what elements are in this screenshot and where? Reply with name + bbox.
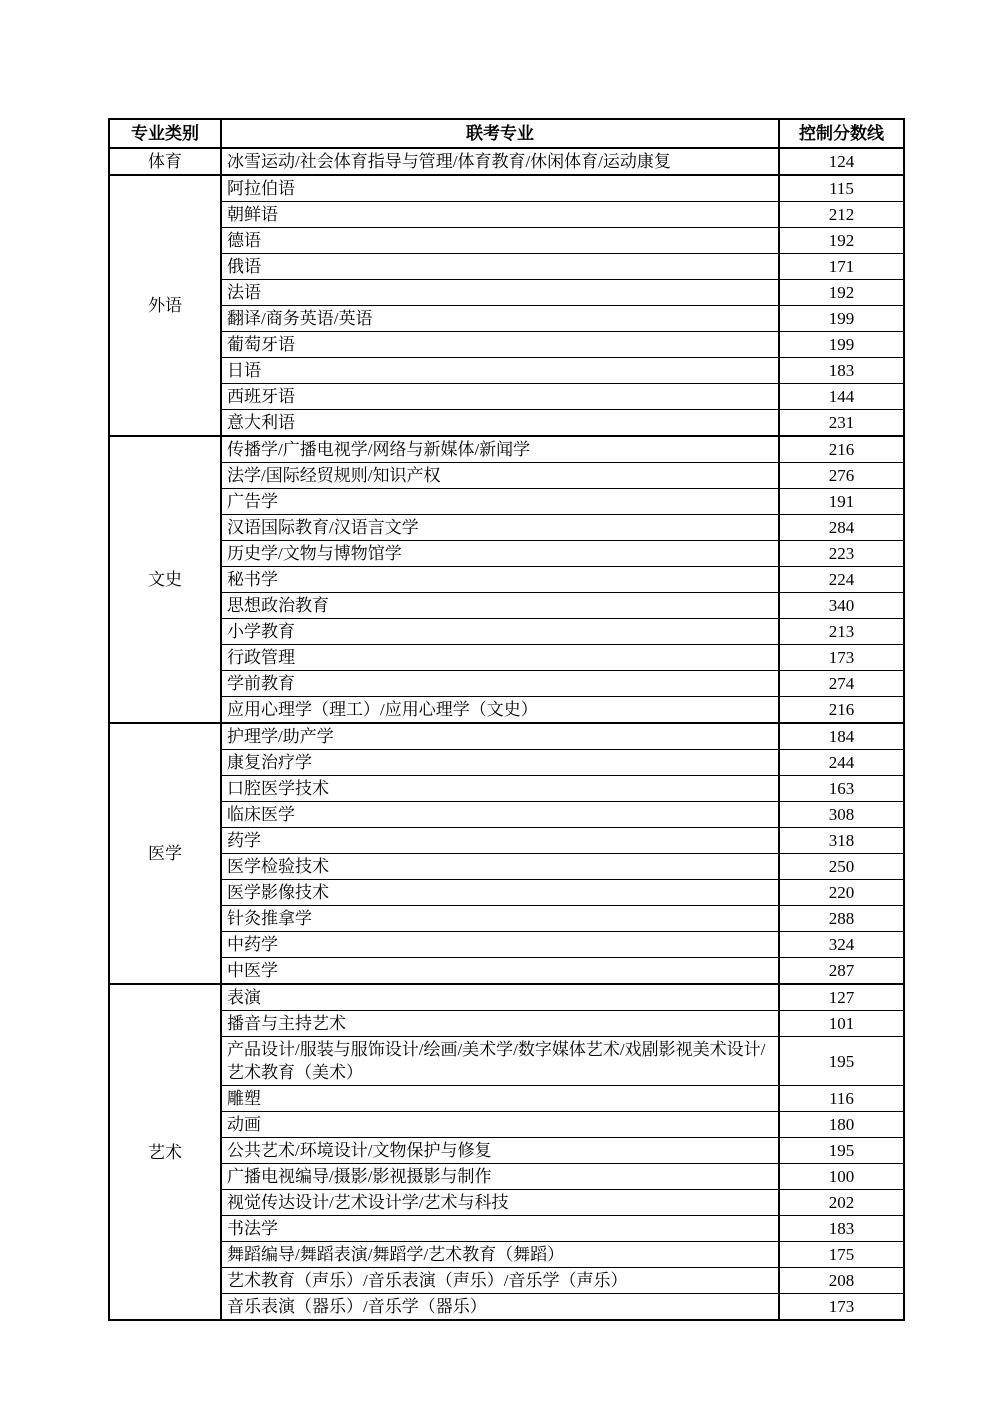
table-row	[109, 776, 904, 802]
score-table-container	[108, 118, 905, 1321]
table-row	[109, 228, 904, 254]
table-row	[109, 645, 904, 671]
score-cell: 184	[779, 723, 904, 750]
major-cell: 小学教育	[221, 619, 779, 645]
table-row	[109, 906, 904, 932]
major-cell: 广告学	[221, 489, 779, 515]
table-row	[109, 148, 904, 175]
score-cell: 276	[779, 463, 904, 489]
table-row	[109, 1037, 904, 1086]
major-cell: 阿拉伯语	[221, 175, 779, 202]
score-table	[108, 118, 905, 1321]
table-row	[109, 1190, 904, 1216]
score-cell: 163	[779, 776, 904, 802]
major-cell: 历史学/文物与博物馆学	[221, 541, 779, 567]
score-cell: 287	[779, 958, 904, 985]
score-cell: 127	[779, 984, 904, 1011]
major-cell: 广播电视编导/摄影/影视摄影与制作	[221, 1164, 779, 1190]
major-cell: 产品设计/服装与服饰设计/绘画/美术学/数字媒体艺术/戏剧影视美术设计/艺术教育（美术）	[221, 1037, 779, 1086]
major-cell: 秘书学	[221, 567, 779, 593]
score-cell: 173	[779, 645, 904, 671]
table-row	[109, 332, 904, 358]
major-cell: 学前教育	[221, 671, 779, 697]
major-cell: 动画	[221, 1112, 779, 1138]
major-cell: 中医学	[221, 958, 779, 985]
major-cell: 德语	[221, 228, 779, 254]
major-cell: 医学影像技术	[221, 880, 779, 906]
major-cell: 中药学	[221, 932, 779, 958]
score-cell: 220	[779, 880, 904, 906]
major-cell: 康复治疗学	[221, 750, 779, 776]
score-cell: 202	[779, 1190, 904, 1216]
score-cell: 213	[779, 619, 904, 645]
table-row	[109, 1216, 904, 1242]
score-cell: 223	[779, 541, 904, 567]
score-cell: 318	[779, 828, 904, 854]
major-cell: 临床医学	[221, 802, 779, 828]
table-row	[109, 802, 904, 828]
major-cell: 舞蹈编导/舞蹈表演/舞蹈学/艺术教育（舞蹈）	[221, 1242, 779, 1268]
table-row	[109, 175, 904, 202]
table-row	[109, 1086, 904, 1112]
table-row	[109, 1164, 904, 1190]
score-cell: 175	[779, 1242, 904, 1268]
score-cell: 231	[779, 410, 904, 437]
category-cell: 艺术	[109, 984, 221, 1320]
table-row	[109, 463, 904, 489]
table-row	[109, 489, 904, 515]
major-cell: 西班牙语	[221, 384, 779, 410]
score-cell: 183	[779, 1216, 904, 1242]
major-cell: 法语	[221, 280, 779, 306]
table-row	[109, 1112, 904, 1138]
major-cell: 护理学/助产学	[221, 723, 779, 750]
table-row	[109, 254, 904, 280]
score-cell: 180	[779, 1112, 904, 1138]
table-row	[109, 1294, 904, 1321]
table-row	[109, 593, 904, 619]
score-cell: 144	[779, 384, 904, 410]
table-row	[109, 1011, 904, 1037]
score-cell: 100	[779, 1164, 904, 1190]
table-row	[109, 202, 904, 228]
major-cell: 艺术教育（声乐）/音乐表演（声乐）/音乐学（声乐）	[221, 1268, 779, 1294]
major-cell: 俄语	[221, 254, 779, 280]
table-row	[109, 541, 904, 567]
score-cell: 216	[779, 697, 904, 724]
score-cell: 192	[779, 280, 904, 306]
score-cell: 250	[779, 854, 904, 880]
score-cell: 195	[779, 1138, 904, 1164]
score-cell: 199	[779, 306, 904, 332]
score-cell: 308	[779, 802, 904, 828]
score-cell: 212	[779, 202, 904, 228]
table-row	[109, 697, 904, 724]
table-row	[109, 828, 904, 854]
header-row	[109, 119, 904, 148]
category-cell: 体育	[109, 148, 221, 175]
table-row	[109, 1268, 904, 1294]
table-row	[109, 410, 904, 437]
table-row	[109, 436, 904, 463]
major-cell: 表演	[221, 984, 779, 1011]
major-cell: 传播学/广播电视学/网络与新媒体/新闻学	[221, 436, 779, 463]
major-cell: 汉语国际教育/汉语言文学	[221, 515, 779, 541]
score-cell: 224	[779, 567, 904, 593]
category-cell: 外语	[109, 175, 221, 436]
score-cell: 116	[779, 1086, 904, 1112]
table-row	[109, 567, 904, 593]
score-cell: 101	[779, 1011, 904, 1037]
major-cell: 翻译/商务英语/英语	[221, 306, 779, 332]
major-cell: 思想政治教育	[221, 593, 779, 619]
major-cell: 口腔医学技术	[221, 776, 779, 802]
major-cell: 书法学	[221, 1216, 779, 1242]
table-row	[109, 958, 904, 985]
table-header	[109, 119, 904, 148]
table-row	[109, 984, 904, 1011]
major-cell: 针灸推拿学	[221, 906, 779, 932]
table-row	[109, 280, 904, 306]
major-cell: 药学	[221, 828, 779, 854]
table-row	[109, 854, 904, 880]
major-cell: 法学/国际经贸规则/知识产权	[221, 463, 779, 489]
score-cell: 324	[779, 932, 904, 958]
major-cell: 日语	[221, 358, 779, 384]
table-row	[109, 515, 904, 541]
column-header-score: 控制分数线	[779, 119, 904, 148]
category-cell: 医学	[109, 723, 221, 984]
major-cell: 意大利语	[221, 410, 779, 437]
score-cell: 199	[779, 332, 904, 358]
score-cell: 288	[779, 906, 904, 932]
score-cell: 274	[779, 671, 904, 697]
table-row	[109, 306, 904, 332]
table-row	[109, 1138, 904, 1164]
major-cell: 行政管理	[221, 645, 779, 671]
score-cell: 284	[779, 515, 904, 541]
major-cell: 医学检验技术	[221, 854, 779, 880]
score-cell: 340	[779, 593, 904, 619]
score-cell: 183	[779, 358, 904, 384]
table-body	[109, 148, 904, 1320]
score-cell: 115	[779, 175, 904, 202]
table-row	[109, 932, 904, 958]
table-row	[109, 880, 904, 906]
table-row	[109, 384, 904, 410]
column-header-category: 专业类别	[109, 119, 221, 148]
major-cell: 音乐表演（器乐）/音乐学（器乐）	[221, 1294, 779, 1321]
table-row	[109, 619, 904, 645]
table-row	[109, 358, 904, 384]
score-cell: 216	[779, 436, 904, 463]
major-cell: 播音与主持艺术	[221, 1011, 779, 1037]
major-cell: 应用心理学（理工）/应用心理学（文史）	[221, 697, 779, 724]
score-cell: 171	[779, 254, 904, 280]
major-cell: 公共艺术/环境设计/文物保护与修复	[221, 1138, 779, 1164]
table-row	[109, 723, 904, 750]
score-cell: 208	[779, 1268, 904, 1294]
column-header-major: 联考专业	[221, 119, 779, 148]
score-cell: 124	[779, 148, 904, 175]
major-cell: 朝鲜语	[221, 202, 779, 228]
score-cell: 195	[779, 1037, 904, 1086]
table-row	[109, 1242, 904, 1268]
table-row	[109, 671, 904, 697]
major-cell: 葡萄牙语	[221, 332, 779, 358]
score-cell: 192	[779, 228, 904, 254]
major-cell: 雕塑	[221, 1086, 779, 1112]
category-cell: 文史	[109, 436, 221, 723]
score-cell: 173	[779, 1294, 904, 1321]
table-row	[109, 750, 904, 776]
major-cell: 冰雪运动/社会体育指导与管理/体育教育/休闲体育/运动康复	[221, 148, 779, 175]
score-cell: 244	[779, 750, 904, 776]
score-cell: 191	[779, 489, 904, 515]
major-cell: 视觉传达设计/艺术设计学/艺术与科技	[221, 1190, 779, 1216]
